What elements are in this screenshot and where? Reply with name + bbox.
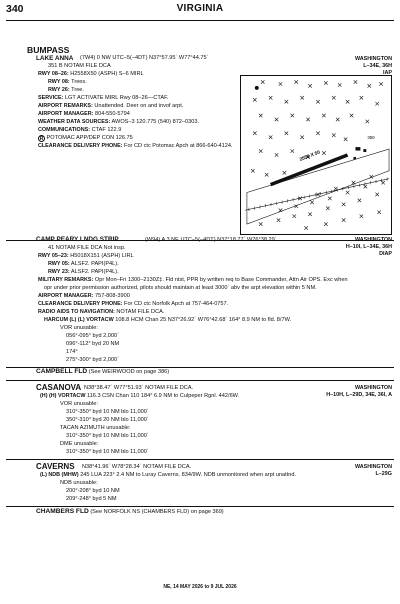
tree-icon [316, 100, 320, 104]
casanova-vor-unusable: VOR unusable: [60, 401, 98, 407]
harcum-range-3: 174° [66, 349, 78, 355]
camp-peary-radio: RADIO AIDS TO NAVIGATION: NOTAM FILE DCA. [38, 309, 165, 315]
tree-icon [279, 82, 283, 86]
tree-icon [344, 137, 348, 141]
airport-name: LAKE ANNA [36, 55, 74, 62]
caverns-range-1: 200°-208° byd 10 NM [66, 488, 120, 494]
radar-icon: R [39, 136, 44, 142]
tree-icon [316, 132, 320, 136]
casanova-tacan-range-1: 310°-350° byd 10 NM blo 11,000´ [66, 433, 149, 439]
tree-icon [354, 80, 358, 84]
remarks-line: AIRPORT REMARKS: Unattended. Deer on and invof arpt. [38, 103, 184, 109]
campbell-fld-name: CAMPBELL FLD [36, 368, 88, 375]
tree-icon [310, 201, 314, 205]
runway-protection-zone [247, 149, 389, 224]
chart-codes-2: IAP [383, 70, 392, 76]
casanova-vor-range-2: 350°-310° byd 20 NM blo 11,000´ [66, 417, 149, 423]
casanova-vortac-line: (H) (H) VORTACW 116.3 CSN Chan 110 184° 6.9 NM to Culpeper Rgnl. 442/6W. [40, 393, 240, 399]
tree-icon [253, 98, 257, 102]
tree-icon [308, 212, 312, 216]
casanova-tacan-label: TACAN AZIMUTH unusable: [60, 425, 131, 431]
camp-peary-runway: RWY 05–23: H5018X151 (ASPH) LIRL [38, 253, 134, 259]
camp-peary-military-2: opr under prior permission authorized, pilots should maintain at least 3000´ abv the arpt elevation within 5 NM. [44, 285, 317, 291]
tree-icon [366, 120, 370, 124]
tree-icon [259, 149, 263, 153]
tree-icon [381, 181, 385, 185]
clearance-line: CLEARANCE DELIVERY PHONE: For CD ctc Potomac Apch at 866-640-4124. [38, 143, 233, 149]
tree-icon [269, 96, 273, 100]
section-rule-5 [6, 506, 394, 507]
casanova-codes: H–10H, L–29D, 34E, 36I, A [326, 392, 392, 398]
tree-icon [293, 214, 297, 218]
section-rule-3 [6, 380, 394, 381]
tree-icon [283, 171, 287, 175]
airport-id-line: (7W4) 0 NW UTC–5(–4DT) N37°57.95´ W77°44.75´ [80, 55, 209, 61]
tree-icon [306, 118, 310, 122]
tree-icon [375, 102, 379, 106]
camp-peary-rwy05: RWY 05: ALSF2. PAPI(P4L). [48, 261, 119, 267]
chambers-fld-ref: CHAMBERS FLD (See NORFOLK NS (CHAMBERS FLD) on page 369) [36, 508, 224, 515]
tree-icon [275, 153, 279, 157]
tree-icon [265, 173, 269, 177]
page-number: 340 [6, 3, 24, 15]
runway-line: RWY 08–26: H2558X50 (ASPH) S–6 MIRL [38, 71, 144, 77]
tree-icon [259, 114, 263, 118]
tree-icon [277, 218, 281, 222]
casanova-name: CASANOVA [36, 383, 82, 392]
harcum-vor-unusable: VOR unusable: [60, 325, 98, 331]
tree-icon [346, 191, 350, 195]
airport-line2: 351 B NOTAM FILE DCA [48, 63, 111, 69]
sectional-chart: WASHINGTON [354, 56, 392, 62]
casanova-sectional: WASHINGTON [354, 385, 392, 391]
building [363, 149, 366, 152]
tree-icon [350, 114, 354, 118]
tree-icon [322, 151, 326, 155]
tree-icon [300, 96, 304, 100]
rwy08-line: RWY 08: Trees. [48, 79, 87, 85]
hangar-building [355, 147, 360, 150]
tree-icon [324, 222, 328, 226]
building-2 [354, 157, 356, 159]
tree-icon [328, 197, 332, 201]
tree-icon [360, 214, 364, 218]
chart-codes: L–34E, 36H [363, 63, 392, 69]
tree-icon [338, 83, 342, 87]
casanova-dme-range-1: 310°-350° byd 10 NM blo 11,000´ [66, 449, 149, 455]
tree-icon [275, 118, 279, 122]
tree-icon [291, 149, 295, 153]
airport-diagram-svg [241, 76, 391, 234]
runway-dimensions-label: 2558 X 50 [299, 150, 322, 163]
tree-icon [379, 82, 383, 86]
appdep-line: R POTOMAC APP/DEP CON 126.75 [39, 135, 133, 142]
tree-icon [324, 81, 328, 85]
camp-peary-line2: 41 NOTAM FILE DCA Not insp. [48, 245, 126, 251]
camp-peary-codes-2: DIAP [379, 251, 392, 257]
tree-icon [377, 210, 381, 214]
airport-diagram [240, 75, 392, 235]
tree-icon [332, 133, 336, 137]
tree-icon [259, 222, 263, 226]
elevation-label: 350 [367, 135, 375, 141]
camp-peary-manager: AIRPORT MANAGER: 757-808-3900 [38, 293, 130, 299]
casanova-vor-range-1: 310°-350° byd 10 NM blo 11,000´ [66, 409, 149, 415]
tree-icon [269, 135, 273, 139]
state-title: VIRGINIA [176, 3, 224, 14]
tree-icon [368, 84, 372, 88]
campbell-fld-ref: CAMPBELL FLD (See WEIRWOOD on page 386) [36, 368, 170, 375]
caverns-range-2: 209°-248° byd 5 NM [66, 496, 117, 502]
tree-icon [326, 207, 330, 211]
caverns-codes: L–29G [375, 471, 392, 477]
tree-icon [291, 114, 295, 118]
camp-peary-codes: H–10I, L–34E, 36H [345, 244, 392, 250]
camp-peary-rwy23: RWY 23: ALSF2. PAPI(P4L). [48, 269, 119, 275]
harcum-vortac-line: HARCUM (L) (L) VORTACW 108.8 HCM Chan 25 N37°26.92´ W76°42.68´ 164° 8.9 NM to fld. 8/7W. [44, 317, 292, 323]
caverns-sectional: WASHINGTON [354, 464, 392, 470]
harcum-range-4: 275°-300° byd 2,000´ [66, 357, 119, 363]
header-rule [6, 20, 394, 21]
tree-icon [304, 226, 308, 230]
page-footer: NE, 14 MAY 2026 to 9 JUL 2026 [163, 584, 237, 590]
tree-icon [253, 132, 257, 136]
harcum-range-1: 056°-095° byd 2,000´ [66, 333, 119, 339]
camp-peary-name: CAMP PEARY LNDG STRIP [36, 236, 119, 243]
camp-peary-clearance: CLEARANCE DELIVERY PHONE: For CD ctc Norfolk Apch at 757-464-0757. [38, 301, 229, 307]
caverns-name: CAVERNS [36, 462, 75, 471]
manager-line: AIRPORT MANAGER: 804-550-5794 [38, 111, 130, 117]
tree-icon [336, 118, 340, 122]
casanova-dme-label: DME unusable: [60, 441, 99, 447]
camp-peary-id-line: (W94) A 3 NE UTC–5(–4DT) N37°18.77´ W76°38.29´ [145, 237, 277, 243]
tree-icon [261, 80, 265, 84]
rwy26-line: RWY 26: Tree. [48, 87, 84, 93]
tree-icon [346, 100, 350, 104]
beacon-icon [255, 86, 259, 90]
tree-icon [322, 114, 326, 118]
fence-line [245, 178, 389, 211]
tree-icon [332, 96, 336, 100]
caverns-ndb-line: (L) NDB (MHW) 245 LUA 223° 2.4 NM to Luray Caverns. 834/9W. NDB unmonitored when arpt unattnd. [40, 472, 297, 478]
chambers-fld-name: CHAMBERS FLD [36, 508, 89, 515]
city-name: BUMPASS [27, 45, 70, 55]
camp-peary-sectional: WASHINGTON [354, 237, 392, 243]
comms-line: COMMUNICATIONS: CTAF 122.9 [38, 127, 122, 133]
tree-icon [375, 193, 379, 197]
camp-peary-military: MILITARY REMARKS: Opr Mon–Fri 1300–2130Z‡. Fld ntst, PPR by written req to Base Commander, Attn Air OPS. Exc when [38, 277, 348, 283]
casanova-id-line: N38°38.47´ W77°51.93´ NOTAM FILE DCA. [84, 385, 194, 391]
tree-icon [285, 132, 289, 136]
tree-icon [285, 100, 289, 104]
tree-icon [251, 169, 255, 173]
harcum-range-2: 096°-112° byd 20 NM [66, 341, 120, 347]
tree-icon [294, 80, 298, 84]
tree-icon [358, 199, 362, 203]
tree-icon [342, 203, 346, 207]
tree-icon [300, 135, 304, 139]
tree-icon [308, 84, 312, 88]
service-line: SERVICE: LGT ACTIVATE MIRL Rwy 08–26—CTAF. [38, 95, 169, 101]
weather-line: WEATHER DATA SOURCES: AWOS–3 120.775 (540) 872–0303. [38, 119, 200, 125]
section-rule-4 [6, 459, 394, 460]
caverns-id-line: N38°41.96´ W78°28.34´ NOTAM FILE DCA. [82, 464, 192, 470]
tree-icon [342, 218, 346, 222]
tree-icon [364, 185, 368, 189]
tree-icon [360, 96, 364, 100]
caverns-ndb-unusable: NDB unusable: [60, 480, 98, 486]
page-header [6, 3, 394, 21]
